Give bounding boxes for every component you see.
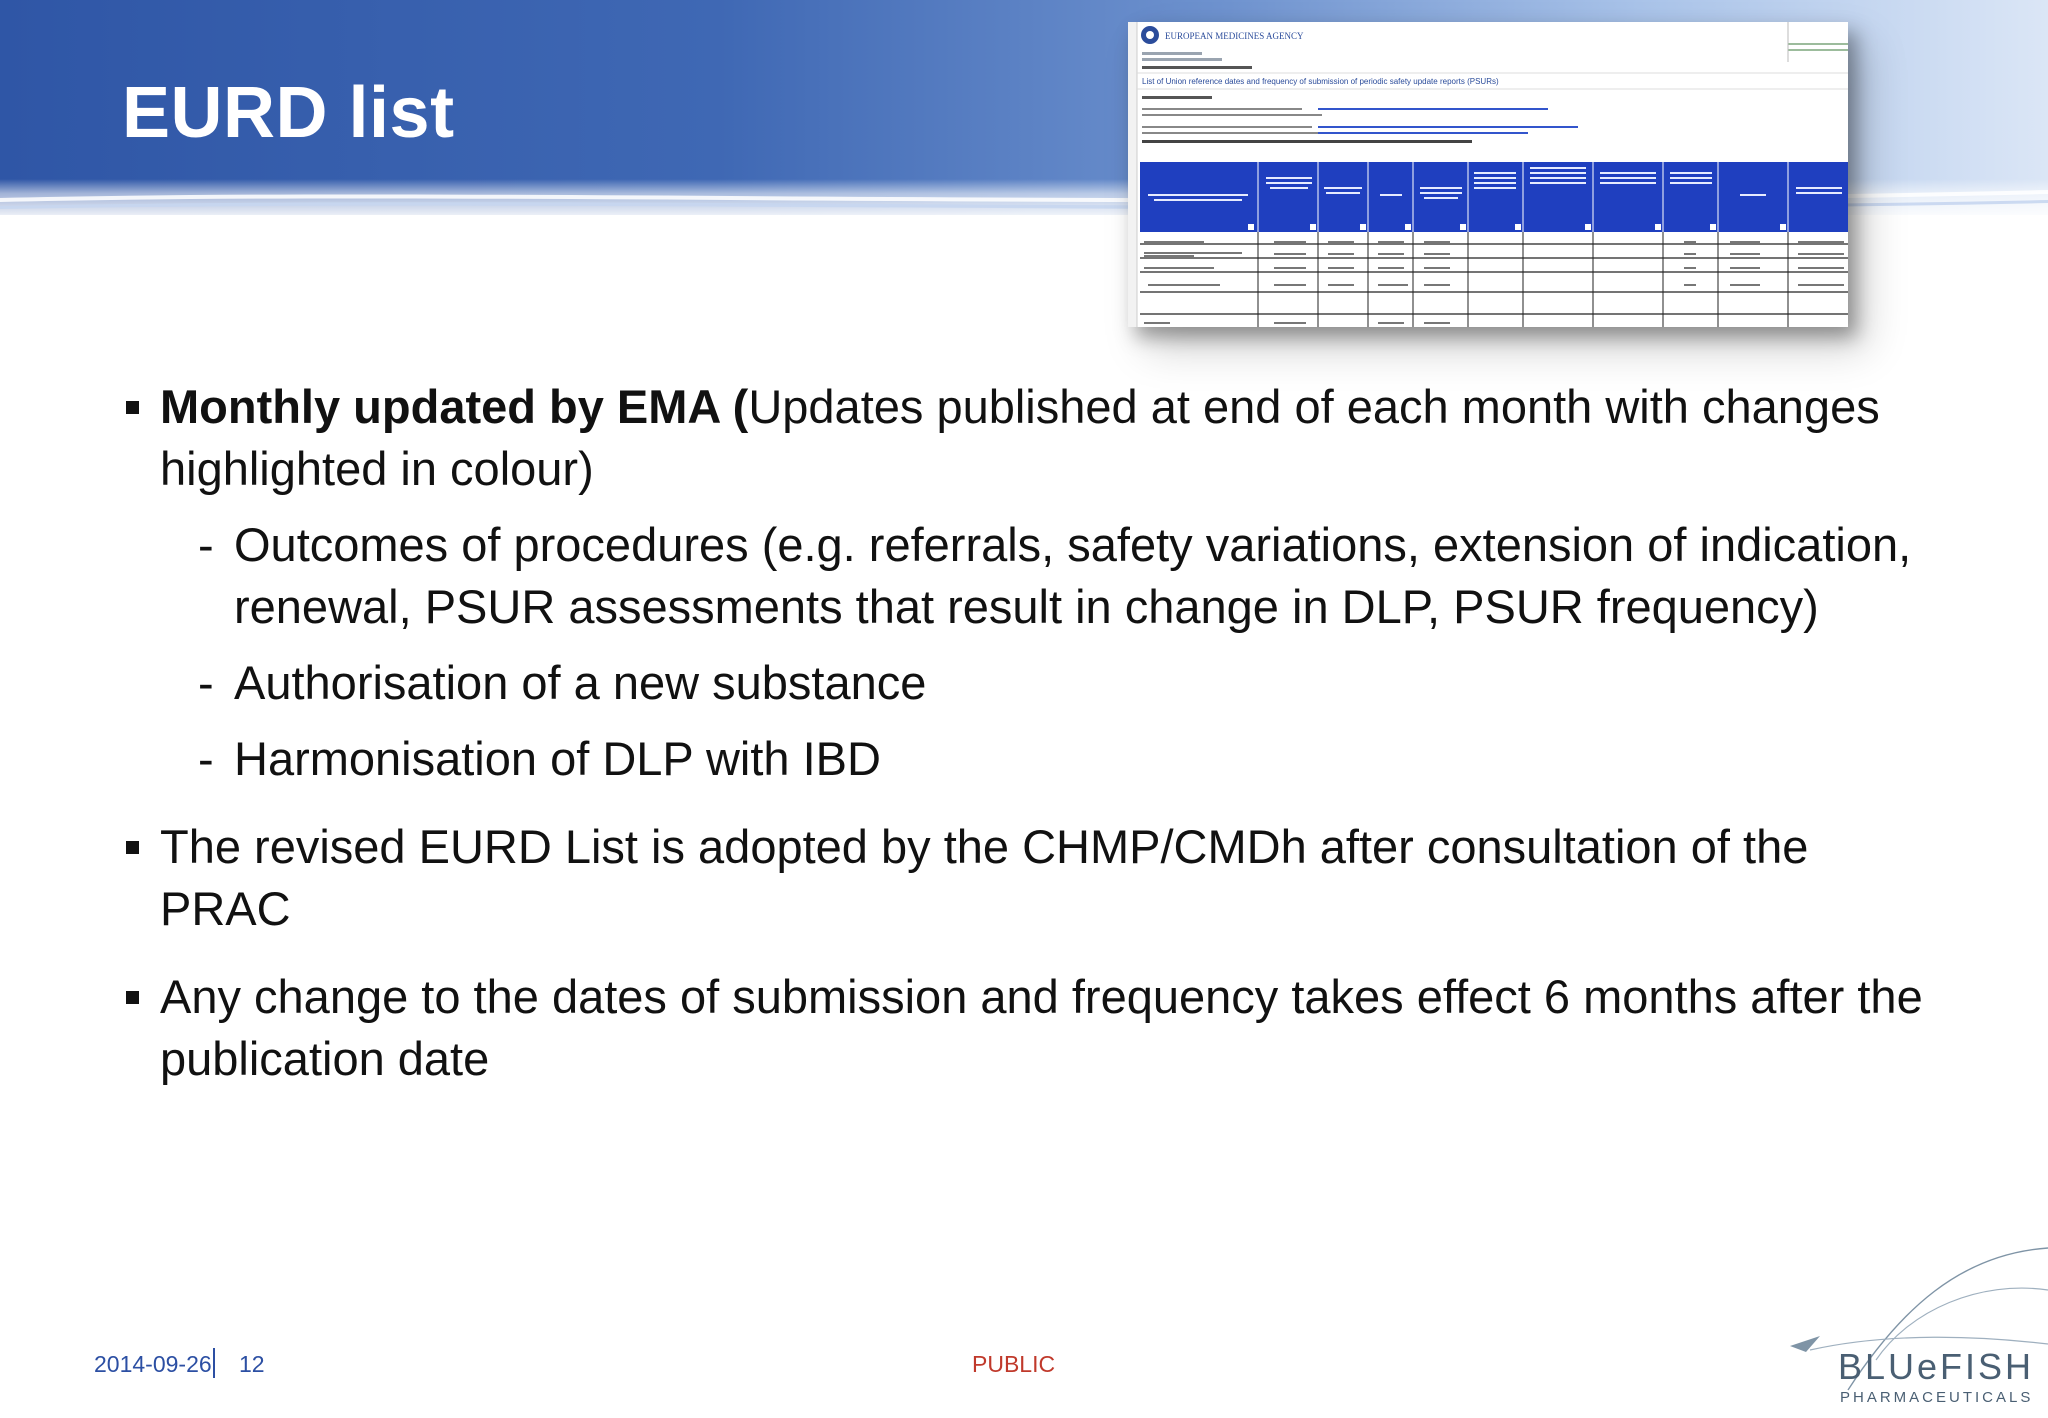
eurd-spreadsheet-thumbnail [1128,22,1848,327]
dash-bullet-icon: - [198,518,214,571]
sub-item-text: Authorisation of a new substance [234,656,927,709]
square-bullet-icon [126,991,139,1004]
slide-body [122,376,1942,1116]
page-number: 12 [239,1351,265,1377]
footer-separator [213,1348,215,1378]
sub-item-authorisation [160,652,1942,714]
logo-subtitle: PHARMACEUTICALS [1840,1389,2034,1406]
bullet-text: Any change to the dates of submission and frequency takes effect 6 months after the publication date [160,970,1923,1085]
dash-bullet-icon: - [198,656,214,709]
square-bullet-icon [126,841,139,854]
bullet-list [122,376,1942,1090]
sub-item-harmonisation [160,728,1942,790]
bullet-item-monthly-update [122,376,1942,790]
classification-label: PUBLIC [972,1351,1056,1377]
sub-bullet-list [160,514,1942,790]
bullet-text: The revised EURD List is adopted by the CHMP/CMDh after consultation of the PRAC [160,820,1809,935]
bullet-item-change-effect [122,966,1942,1090]
bullet-item-adoption [122,816,1942,940]
logo-name: BLUeFISH [1838,1346,2035,1387]
bullet-text: Updates published at end of each month with changes highlighted in colour) [160,380,1880,495]
square-bullet-icon [126,401,139,414]
sub-item-text: Outcomes of procedures (e.g. referrals, safety variations, extension of indication, renewal, PSUR assessments that result in change in DLP, PSUR frequency) [234,518,1912,633]
slide-title: EURD list [122,73,455,153]
sub-item-text: Harmonisation of DLP with IBD [234,732,881,785]
agency-name: EUROPEAN MEDICINES AGENCY [1165,31,1304,41]
sheet-title: List of Union reference dates and frequency of submission of periodic safety update reports (PSURs) [1142,77,1499,86]
dash-bullet-icon: - [198,732,214,785]
bullet-lead-text: Monthly updated by EMA ( [160,380,749,433]
footer-date: 2014-09-26 [94,1351,212,1377]
spreadsheet-image [1128,22,1848,327]
sub-item-outcomes [160,514,1942,638]
